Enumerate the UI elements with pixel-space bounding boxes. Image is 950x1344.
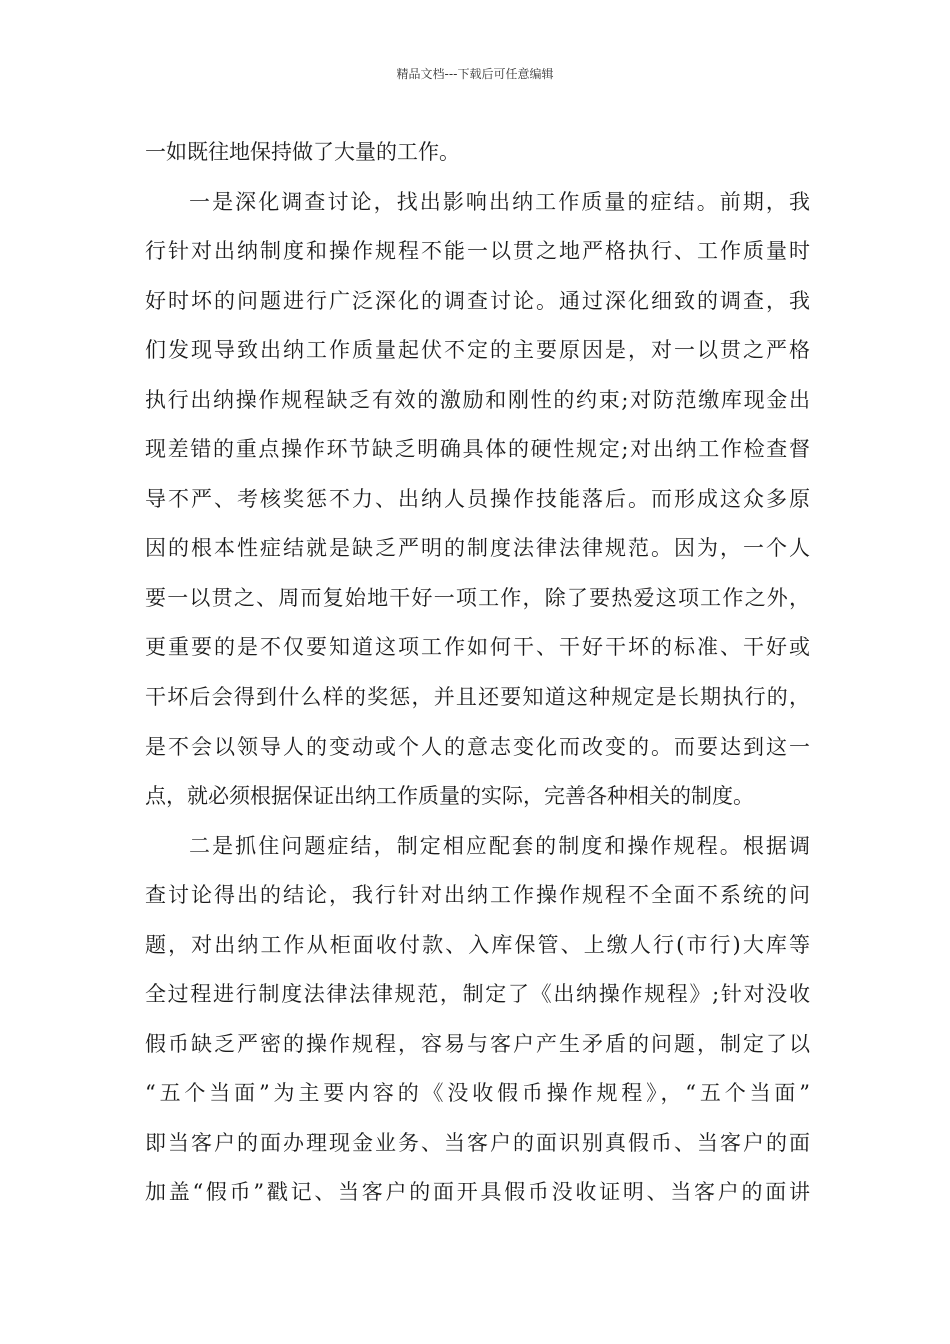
text-line: 题，对出纳工作从柜面收付款、入库保管、上缴人行(市行)大库等 (145, 932, 810, 957)
text-line: 查讨论得出的结论，我行针对出纳工作操作规程不全面不系统的问 (145, 883, 810, 908)
page-header: 精品文档---下载后可任意编辑 (396, 67, 554, 81)
text-line: 更重要的是不仅要知道这项工作如何干、干好干坏的标准、干好或 (145, 635, 810, 660)
text-line: 加盖“假币”戳记、当客户的面开具假币没收证明、当客户的面讲 (145, 1180, 810, 1205)
text-line: 现差错的重点操作环节缺乏明确具体的硬性规定;对出纳工作检查督 (145, 437, 810, 462)
text-line: 行针对出纳制度和操作规程不能一以贯之地严格执行、工作质量时 (145, 239, 810, 264)
text-line: 二是抓住问题症结，制定相应配套的制度和操作规程。根据调 (189, 833, 810, 858)
text-line: 是不会以领导人的变动或个人的意志变化而改变的。而要达到这一 (145, 734, 810, 759)
text-line: 假币缺乏严密的操作规程，容易与客户产生矛盾的问题，制定了以 (145, 1031, 810, 1056)
document-body (145, 132, 810, 1222)
text-line: 点，就必须根据保证出纳工作质量的实际，完善各种相关的制度。 (145, 784, 754, 809)
text-line: 即当客户的面办理现金业务、当客户的面识别真假币、当客户的面 (145, 1130, 810, 1155)
text-line: 一如既往地保持做了大量的工作。 (145, 140, 460, 164)
text-line: 要一以贯之、周而复始地干好一项工作，除了要热爱这项工作之外， (145, 585, 810, 610)
text-line: 好时坏的问题进行广泛深化的调查讨论。通过深化细致的调查，我 (145, 288, 810, 313)
text-line: 导不严、考核奖惩不力、出纳人员操作技能落后。而形成这众多原 (145, 486, 810, 511)
text-line: “五个当面”为主要内容的《没收假币操作规程》，“五个当面” (145, 1081, 810, 1106)
text-line: 干坏后会得到什么样的奖惩，并且还要知道这种规定是长期执行的， (145, 685, 810, 710)
text-line: 全过程进行制度法律法律规范，制定了《出纳操作规程》;针对没收 (145, 982, 810, 1007)
text-line: 因的根本性症结就是缺乏严明的制度法律法律规范。因为，一个人 (145, 536, 810, 561)
text-line: 们发现导致出纳工作质量起伏不定的主要原因是，对一以贯之严格 (145, 338, 810, 363)
text-line: 执行出纳操作规程缺乏有效的激励和刚性的约束;对防范缴库现金出 (145, 387, 810, 412)
text-line: 一是深化调查讨论，找出影响出纳工作质量的症结。前期，我 (189, 189, 810, 214)
